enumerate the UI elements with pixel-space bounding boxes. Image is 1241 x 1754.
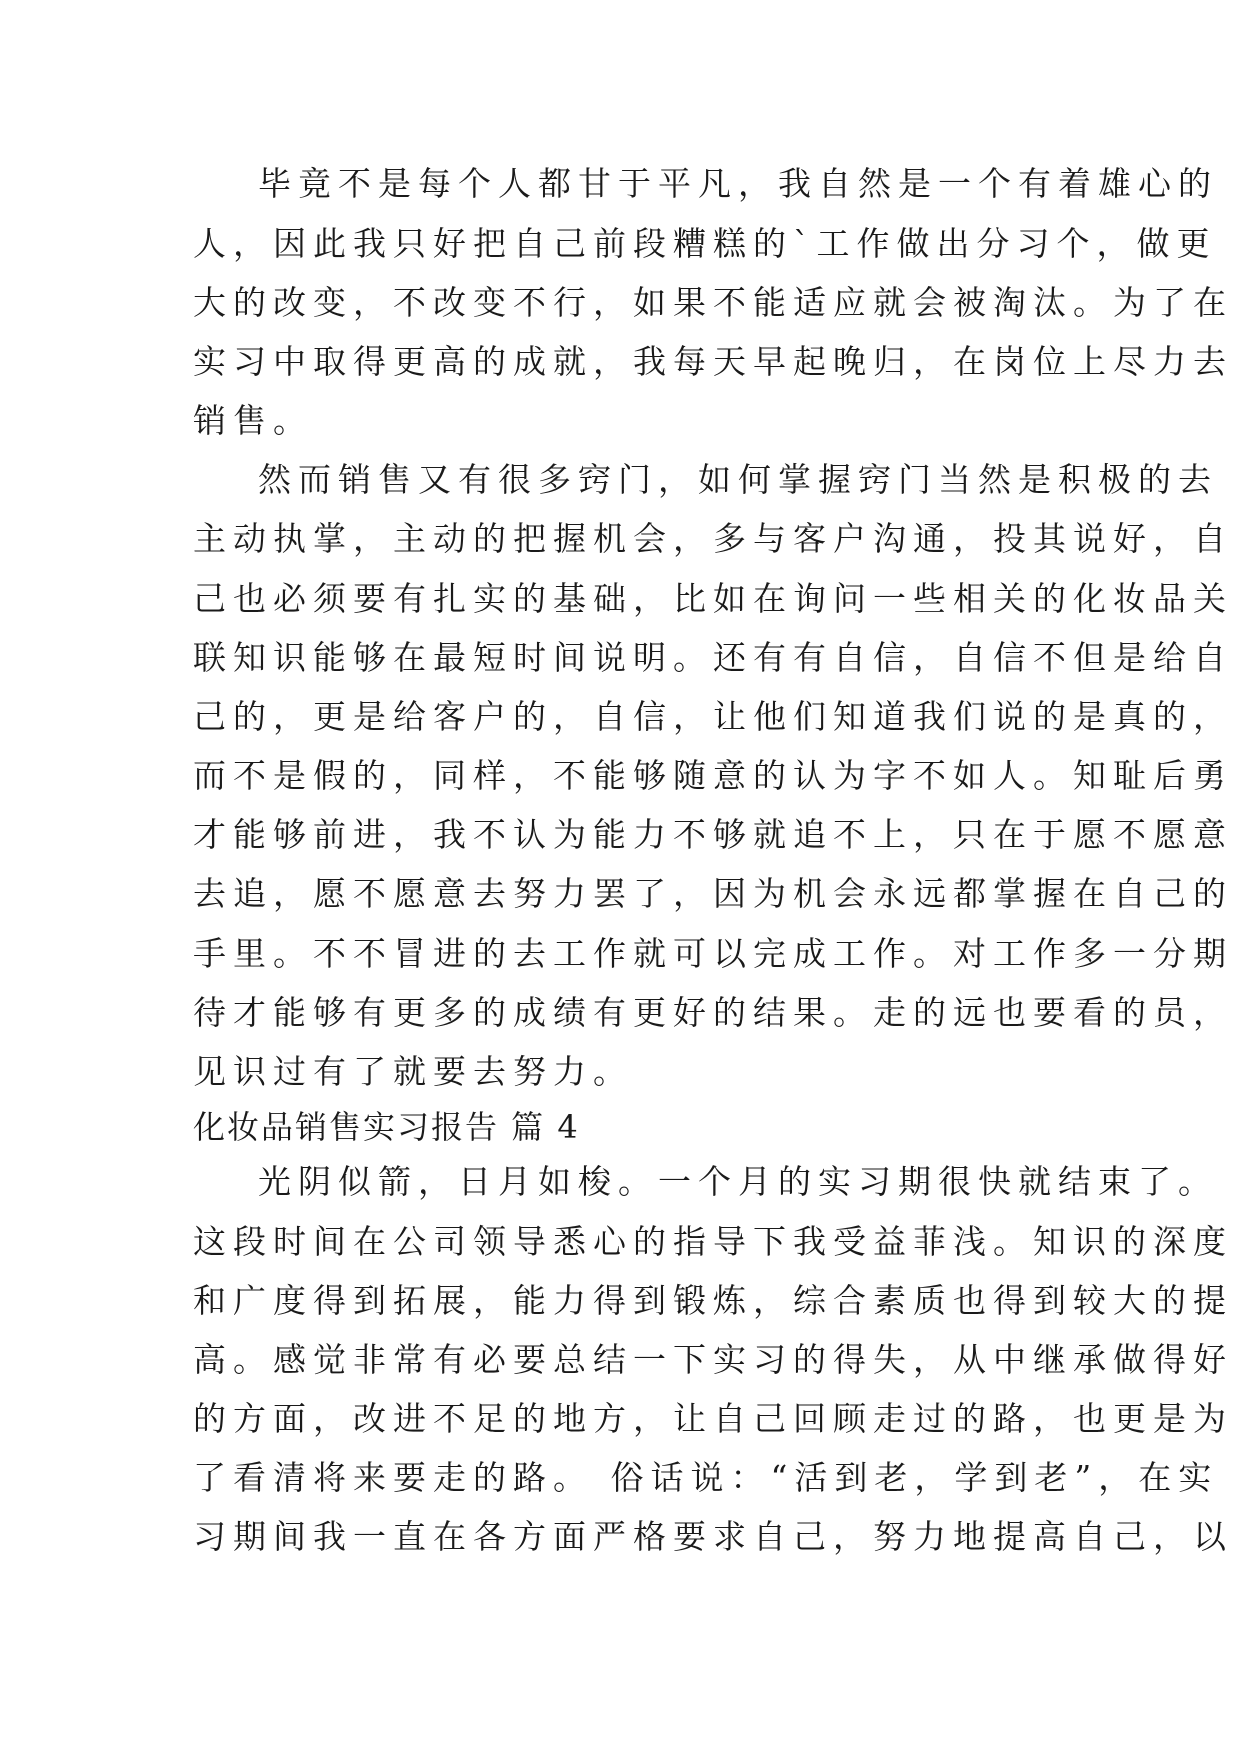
paragraph-line: 了看清将来要走的路。 俗话说：“活到老，学到老”，在实 [193, 1458, 1219, 1497]
paragraph-line: 己的，更是给客户的，自信，让他们知道我们说的是真的， [193, 697, 1233, 736]
paragraph-line: 大的改变，不改变不行，如果不能适应就会被淘汰。为了在 [193, 283, 1233, 322]
paragraph-line: 和广度得到拓展，能力得到锻炼，综合素质也得到较大的提 [193, 1281, 1233, 1320]
paragraph-line: 待才能够有更多的成绩有更好的结果。走的远也要看的员， [193, 993, 1233, 1032]
paragraph-line: 己也必须要有扎实的基础，比如在询问一些相关的化妆品关 [193, 579, 1233, 618]
paragraph-line: 人，因此我只好把自己前段糟糕的`工作做出分习个，做更 [193, 224, 1217, 263]
paragraph-line: 销售。 [193, 401, 313, 440]
paragraph-line: 才能够前进，我不认为能力不够就追不上，只在于愿不愿意 [193, 815, 1233, 854]
paragraph-line: 而不是假的，同样，不能够随意的认为字不如人。知耻后勇 [193, 756, 1233, 795]
paragraph-line: 然而销售又有很多窍门，如何掌握窍门当然是积极的去 [258, 460, 1218, 499]
paragraph-line: 主动执掌，主动的把握机会，多与客户沟通，投其说好，自 [193, 519, 1233, 558]
paragraph-line: 这段时间在公司领导悉心的指导下我受益菲浅。知识的深度 [193, 1222, 1233, 1261]
paragraph-line: 手里。不不冒进的去工作就可以完成工作。对工作多一分期 [193, 934, 1233, 973]
paragraph-line: 毕竟不是每个人都甘于平凡，我自然是一个有着雄心的 [258, 164, 1218, 203]
paragraph-line: 联知识能够在最短时间说明。还有有自信，自信不但是给自 [193, 638, 1233, 677]
section-heading: 化妆品销售实习报告 篇 4 [193, 1108, 580, 1146]
paragraph-line: 光阴似箭，日月如梭。一个月的实习期很快就结束了。 [258, 1162, 1218, 1201]
paragraph-line: 去追，愿不愿意去努力罢了，因为机会永远都掌握在自己的 [193, 874, 1233, 913]
paragraph-line: 高。感觉非常有必要总结一下实习的得失，从中继承做得好 [193, 1340, 1233, 1379]
paragraph-line: 的方面，改进不足的地方，让自己回顾走过的路，也更是为 [193, 1399, 1233, 1438]
paragraph-line: 实习中取得更高的成就，我每天早起晚归，在岗位上尽力去 [193, 342, 1233, 381]
paragraph-line: 见识过有了就要去努力。 [193, 1052, 633, 1091]
paragraph-line: 习期间我一直在各方面严格要求自己，努力地提高自己，以 [193, 1517, 1233, 1556]
